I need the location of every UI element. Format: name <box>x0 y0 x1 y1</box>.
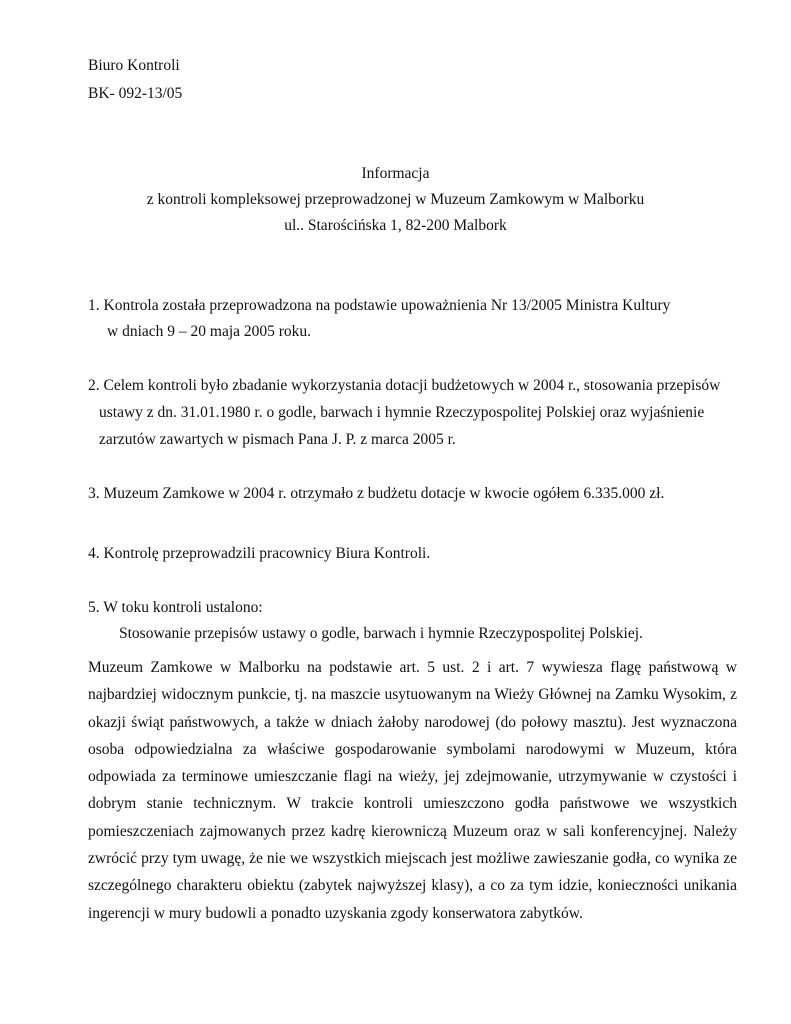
item-2-line-3: zarzutów zawartych w pismach Pana J. P. z marca 2005 r. <box>99 431 456 448</box>
reference-number: BK- 092-13/05 <box>88 85 183 102</box>
document-subtitle: z kontroli kompleksowej przeprowadzonej w Muzeum Zamkowym w Malborku <box>146 191 645 208</box>
item-4-line-1: 4. Kontrolę przeprowadzili pracownicy Biura Kontroli. <box>88 545 431 562</box>
item-1-line-2: w dniach 9 – 20 maja 2005 roku. <box>107 323 312 340</box>
item-1-line-1: 1. Kontrola została przeprowadzona na podstawie upoważnienia Nr 13/2005 Ministra Kultury <box>88 297 671 314</box>
item-2-line-1: 2. Celem kontroli było zbadanie wykorzystania dotacji budżetowych w 2004 r., stosowania przepisów <box>88 377 721 394</box>
item-2-line-2: ustawy z dn. 31.01.1980 r. o godle, barwach i hymnie Rzeczypospolitej Polskiej oraz wyjaśnienie <box>99 404 705 421</box>
office-name: Biuro Kontroli <box>88 57 180 74</box>
document-title: Informacja <box>361 165 430 182</box>
item-5-subheading: Stosowanie przepisów ustawy o godle, barwach i hymnie Rzeczypospolitej Polskiej. <box>119 625 643 642</box>
document-address: ul.. Starościńska 1, 82-200 Malbork <box>284 217 507 234</box>
body-paragraph: Muzeum Zamkowe w Malborku na podstawie art. 5 ust. 2 i art. 7 wywiesza flagę państwową w najbardziej widocznym punkcie, tj. na maszcie usytuowanym na Wieży Głównej na Zamku Wysokim, z okazji świąt państwowych, a także w dniach żałoby narodowej (do połowy masztu). Jest wyznaczona osoba odpowiedzialna za właściwe gospodarowanie symbolami narodowymi w Muzeum, która odpowiada za terminowe umieszczanie flagi na wieży, jej zdejmowanie, utrzymywanie w czystości i dobrym stanie technicznym. W trakcie kontroli umieszczono godła państwowe we wszystkich pomieszczeniach zajmowanych przez kadrę kierowniczą Muzeum oraz w sali konferencyjnej. Należy zwrócić przy tym uwagę, że nie we wszystkich miejscach jest możliwe zawieszanie godła, co wynika ze szczególnego charakteru obiektu (zabytek najwyższej klasy), a co za tym idzie, konieczności unikania ingerencji w mury budowli a ponadto uzyskania zgody konserwatora zabytków. <box>88 659 737 922</box>
item-5-line-1: 5. W toku kontroli ustalono: <box>88 599 263 616</box>
item-3-line-1: 3. Muzeum Zamkowe w 2004 r. otrzymało z budżetu dotacje w kwocie ogółem 6.335.000 zł. <box>88 485 665 502</box>
